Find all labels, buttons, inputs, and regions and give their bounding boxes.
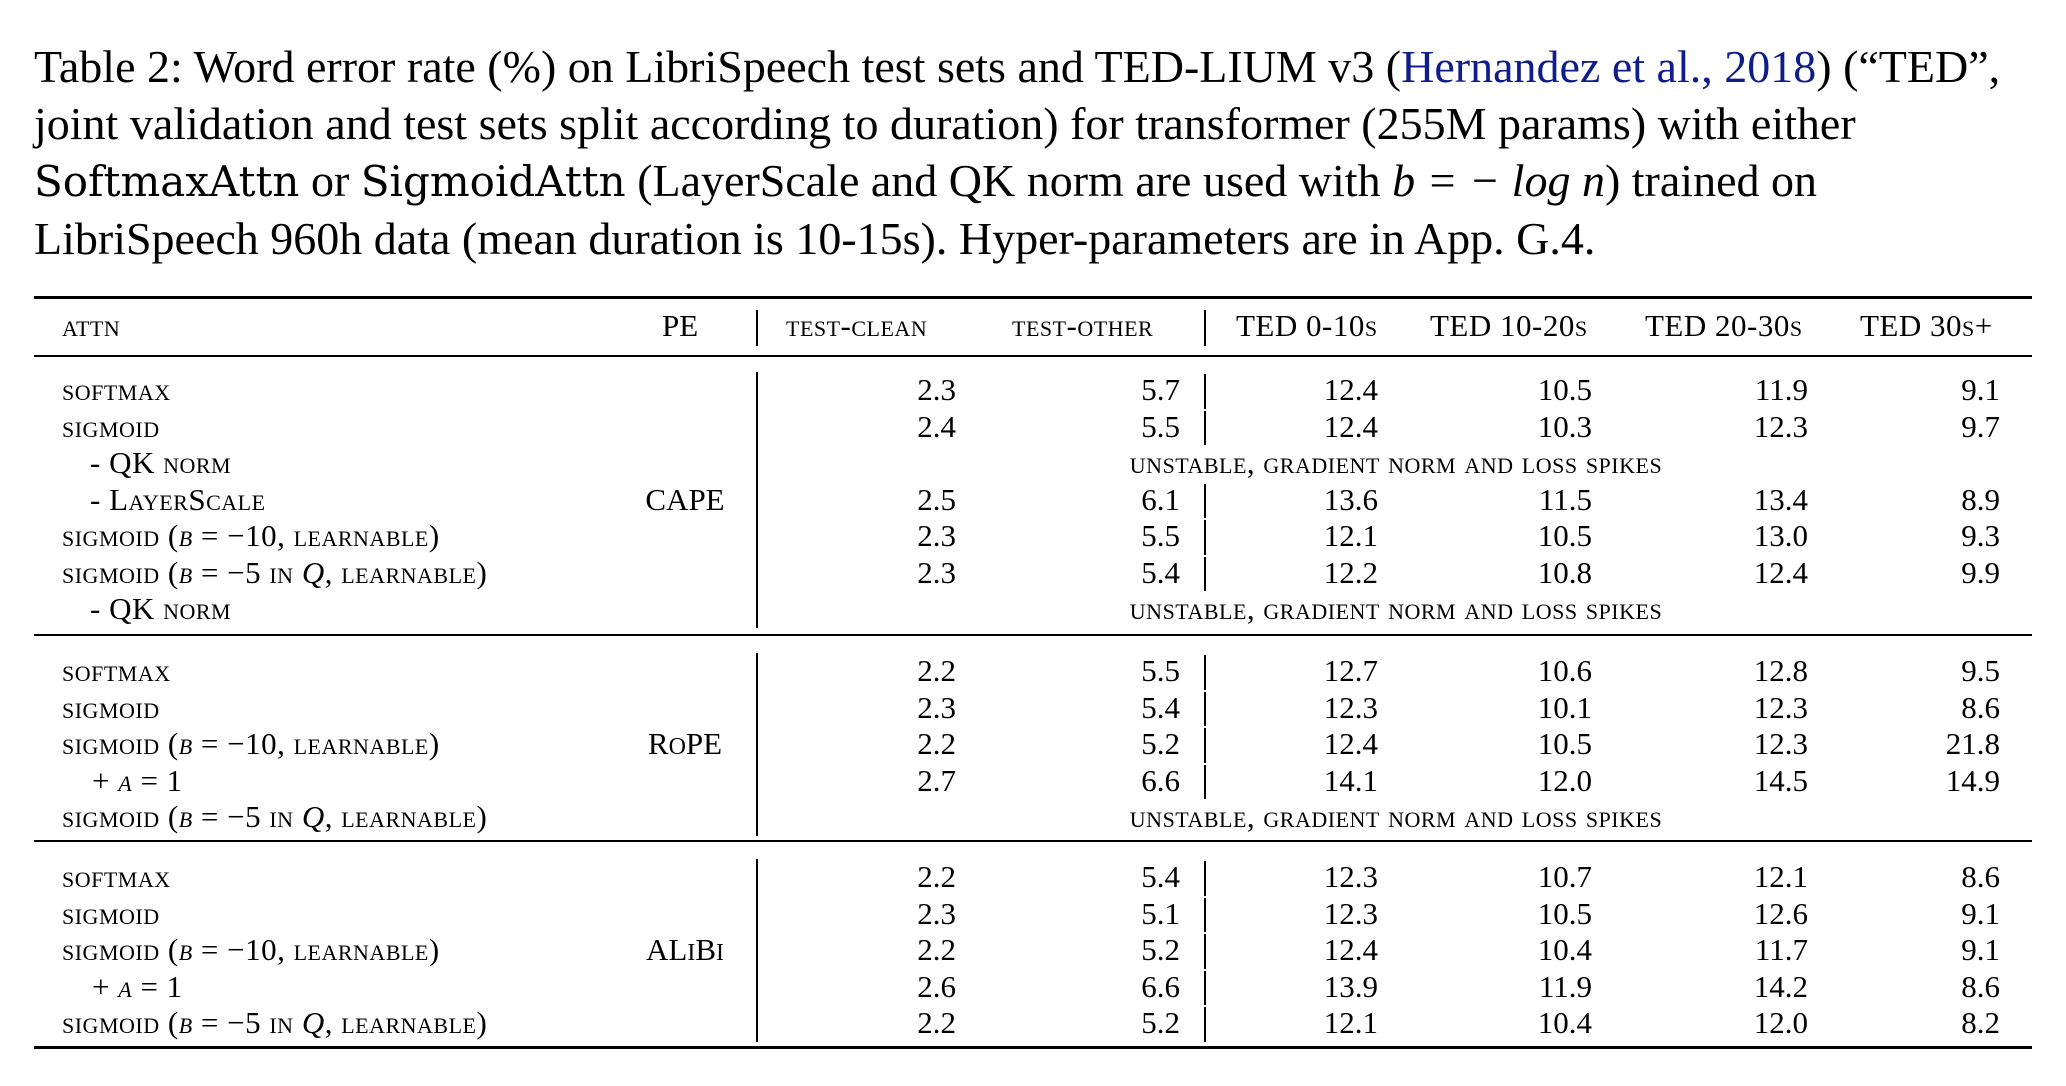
ted-divider <box>1204 934 1206 969</box>
ted-divider <box>1204 728 1206 763</box>
ted-divider <box>1204 374 1206 409</box>
table-caption <box>34 38 2044 267</box>
row-attn-label: sigmoid (b = −10, learnable) <box>62 518 440 553</box>
table-cell-value: 2.3 <box>917 895 956 931</box>
table-cell-value: 5.1 <box>1141 895 1180 931</box>
header-test-other: test-other <box>1012 308 1154 343</box>
row-attn-label: sigmoid <box>62 408 160 444</box>
table-cell-value: 21.8 <box>1945 726 2000 761</box>
row-attn-label: sigmoid (b = −5 in Q, learnable) <box>62 1005 488 1040</box>
header-rule <box>34 355 2032 357</box>
table-cell-value: 12.3 <box>1753 689 1808 725</box>
table-cell-value: 10.7 <box>1537 859 1592 894</box>
row-attn-label: - QK norm <box>90 445 232 480</box>
table-cell-value: 2.3 <box>917 518 956 553</box>
table-cell-value: 12.1 <box>1753 859 1808 894</box>
table-cell-value: 8.9 <box>1961 481 2000 517</box>
table-cell-value: 2.2 <box>917 859 956 894</box>
table-cell-value: 12.8 <box>1753 653 1808 688</box>
table-cell-value: 12.0 <box>1753 1005 1808 1040</box>
ted-divider <box>1204 692 1206 727</box>
ted-divider <box>1204 898 1206 933</box>
pe-label: ROPE <box>647 726 723 762</box>
caption-text-3: or <box>299 155 361 206</box>
unstable-note: unstable, gradient norm and loss spikes <box>1129 445 1663 480</box>
table-cell-value: 12.6 <box>1753 895 1808 931</box>
row-attn-label: + α = 1 <box>92 762 183 798</box>
row-attn-label: - QK norm <box>90 591 232 626</box>
unstable-note: unstable, gradient norm and loss spikes <box>1129 799 1663 834</box>
table-cell-value: 10.5 <box>1537 726 1592 761</box>
table-cell-value: 11.5 <box>1538 481 1592 517</box>
header-ted-10-20s: TED 10-20s <box>1430 308 1588 343</box>
caption-text-2: ) (“TED”, joint validation and test sets split according to duration) for transformer (255M params) with either <box>34 41 2001 149</box>
row-attn-label: - LayerScale <box>90 481 266 517</box>
table-cell-value: 5.5 <box>1141 408 1180 444</box>
group-rule-1 <box>34 634 2032 636</box>
caption-text-4: (LayerScale and QK norm are used with <box>625 155 1393 206</box>
table-cell-value: 5.2 <box>1141 932 1180 967</box>
table-cell-value: 8.6 <box>1961 859 2000 894</box>
caption-text-5: ) trained on LibriSpeech 960h data (mean duration is 10-15s). Hyper-parameters are in App. G.4. <box>34 155 1817 264</box>
table-cell-value: 6.6 <box>1141 762 1180 798</box>
table-cell-value: 13.0 <box>1753 518 1808 553</box>
row-attn-label: softmax <box>62 859 171 894</box>
table-cell-value: 12.4 <box>1323 726 1378 761</box>
table-cell-value: 2.2 <box>917 932 956 967</box>
table-cell-value: 10.1 <box>1537 689 1592 725</box>
table-cell-value: 6.1 <box>1141 481 1180 517</box>
table-cell-value: 12.3 <box>1753 408 1808 444</box>
table-cell-value: 10.4 <box>1537 1005 1592 1040</box>
pe-label: ALIBI <box>645 932 724 968</box>
row-attn-label: + α = 1 <box>92 968 183 1004</box>
table-cell-value: 11.9 <box>1754 372 1808 407</box>
pe-label: CAPE <box>645 481 725 517</box>
table-cell-value: 12.3 <box>1323 689 1378 725</box>
table-cell-value: 13.6 <box>1323 481 1378 517</box>
table-cell-value: 11.7 <box>1754 932 1808 967</box>
ted-divider <box>1204 484 1206 519</box>
table-cell-value: 10.5 <box>1537 372 1592 407</box>
table-cell-value: 14.9 <box>1945 762 2000 798</box>
table-cell-value: 10.3 <box>1537 408 1592 444</box>
citation-link[interactable]: Hernandez et al., 2018 <box>1401 41 1817 92</box>
header-test-clean: test-clean <box>786 308 928 343</box>
row-attn-label: sigmoid <box>62 895 160 931</box>
group-rule-2 <box>34 840 2032 842</box>
pe-divider <box>756 372 758 628</box>
table-cell-value: 10.6 <box>1537 653 1592 688</box>
table-cell-value: 2.7 <box>917 762 956 798</box>
pe-divider <box>756 859 758 1042</box>
ted-divider <box>1204 655 1206 690</box>
bias-formula: b = − log n <box>1392 155 1605 206</box>
table-cell-value: 2.6 <box>917 968 956 1004</box>
table-cell-value: 5.5 <box>1141 653 1180 688</box>
table-cell-value: 8.6 <box>1961 689 2000 725</box>
table-cell-value: 9.1 <box>1961 932 2000 967</box>
ted-divider <box>1204 971 1206 1006</box>
table-cell-value: 2.2 <box>917 726 956 761</box>
table-cell-value: 2.3 <box>917 554 956 590</box>
table-cell-value: 5.2 <box>1141 726 1180 761</box>
row-attn-label: sigmoid (b = −5 in Q, learnable) <box>62 554 488 590</box>
table-cell-value: 12.3 <box>1323 859 1378 894</box>
table-cell-value: 10.8 <box>1537 554 1592 590</box>
caption-text-1: Word error rate (%) on LibriSpeech test sets and TED-LIUM v3 ( <box>182 41 1402 92</box>
ted-divider <box>1204 411 1206 446</box>
table-cell-value: 12.4 <box>1753 554 1808 590</box>
table-cell-value: 2.2 <box>917 1005 956 1040</box>
table-cell-value: 9.9 <box>1961 554 2000 590</box>
table-cell-value: 9.1 <box>1961 895 2000 931</box>
table-cell-value: 5.5 <box>1141 518 1180 553</box>
table-cell-value: 6.6 <box>1141 968 1180 1004</box>
table-cell-value: 14.5 <box>1753 762 1808 798</box>
header-ted-0-10s: TED 0-10s <box>1236 308 1378 343</box>
table-cell-value: 8.2 <box>1961 1005 2000 1040</box>
table-cell-value: 12.1 <box>1323 518 1378 553</box>
header-ted-20-30s: TED 20-30s <box>1645 308 1803 343</box>
sigmoid-attn-term: SigmoidAttn <box>360 157 626 206</box>
caption-label: Table 2: <box>34 41 183 92</box>
ted-divider <box>1204 861 1206 896</box>
table-cell-value: 9.3 <box>1961 518 2000 553</box>
table-cell-value: 12.4 <box>1323 408 1378 444</box>
table-cell-value: 12.1 <box>1323 1005 1378 1040</box>
table-cell-value: 10.4 <box>1537 932 1592 967</box>
header-pe: PE <box>662 308 699 343</box>
header-attn: attn <box>62 308 121 343</box>
table-bottom-rule <box>34 1046 2032 1049</box>
row-attn-label: sigmoid (b = −10, learnable) <box>62 932 440 967</box>
table-cell-value: 2.2 <box>917 653 956 688</box>
unstable-note: unstable, gradient norm and loss spikes <box>1129 591 1663 626</box>
table-cell-value: 12.4 <box>1323 932 1378 967</box>
table-cell-value: 12.2 <box>1323 554 1378 590</box>
table-cell-value: 9.1 <box>1961 372 2000 407</box>
row-attn-label: softmax <box>62 372 171 407</box>
row-attn-label: sigmoid (b = −10, learnable) <box>62 726 440 761</box>
table-cell-value: 12.3 <box>1323 895 1378 931</box>
header-divider-ted <box>1204 310 1206 346</box>
table-cell-value: 10.5 <box>1537 895 1592 931</box>
row-attn-label: sigmoid <box>62 689 160 725</box>
table-cell-value: 14.1 <box>1323 762 1378 798</box>
table-cell-value: 8.6 <box>1961 968 2000 1004</box>
table-top-rule <box>34 296 2032 299</box>
table-cell-value: 12.7 <box>1323 653 1378 688</box>
table-cell-value: 5.7 <box>1141 372 1180 407</box>
table-cell-value: 13.4 <box>1753 481 1808 517</box>
table-cell-value: 9.5 <box>1961 653 2000 688</box>
ted-divider <box>1204 557 1206 592</box>
table-cell-value: 5.4 <box>1141 859 1180 894</box>
row-attn-label: sigmoid (b = −5 in Q, learnable) <box>62 799 488 834</box>
table-cell-value: 2.5 <box>917 481 956 517</box>
row-attn-label: softmax <box>62 653 171 688</box>
table-cell-value: 11.9 <box>1538 968 1592 1004</box>
table-cell-value: 2.3 <box>917 689 956 725</box>
table-cell-value: 9.7 <box>1961 408 2000 444</box>
ted-divider <box>1204 765 1206 800</box>
ted-divider <box>1204 520 1206 555</box>
table-cell-value: 2.4 <box>917 408 956 444</box>
header-divider-pe <box>756 310 758 346</box>
table-cell-value: 14.2 <box>1753 968 1808 1004</box>
table-cell-value: 5.2 <box>1141 1005 1180 1040</box>
header-ted-30s-: TED 30s+ <box>1860 308 1993 343</box>
table-cell-value: 5.4 <box>1141 554 1180 590</box>
table-cell-value: 12.4 <box>1323 372 1378 407</box>
table-cell-value: 12.3 <box>1753 726 1808 761</box>
ted-divider <box>1204 1007 1206 1042</box>
table-cell-value: 10.5 <box>1537 518 1592 553</box>
table-cell-value: 2.3 <box>917 372 956 407</box>
table-cell-value: 12.0 <box>1537 762 1592 798</box>
table-cell-value: 5.4 <box>1141 689 1180 725</box>
softmax-attn-term: SoftmaxAttn <box>34 157 300 206</box>
table-cell-value: 13.9 <box>1323 968 1378 1004</box>
